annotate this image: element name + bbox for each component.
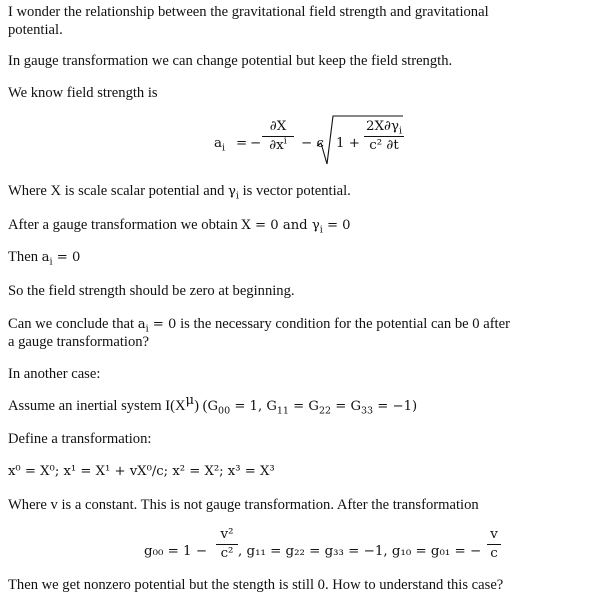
paragraph-then-a: Then $a_i = 0$	[8, 249, 81, 268]
paragraph-define-transformation: Define a transformation:	[8, 431, 152, 447]
paragraph-zero-beginning: So the field strength should be zero at beginning.	[8, 283, 295, 299]
eq1-inner-one: 1 +	[336, 136, 360, 151]
eq1-lhs: $a_i$	[214, 136, 226, 154]
eq1-minus: −	[250, 136, 262, 151]
paragraph-conclude-line2: a gauge transformation?	[8, 334, 150, 350]
paragraph-where-x: Where X is scale scalar potential and $\gamma_i$ is vector potential.	[8, 183, 351, 202]
paragraph-gauge: In gauge transformation we can change potential but keep the field strength.	[8, 53, 453, 69]
eq1-fraction-1: ∂X $\partial x^i$	[262, 119, 294, 154]
eq3-fraction-2: v c	[487, 527, 501, 562]
eq1-equals: =	[236, 136, 248, 151]
equation-transformation: x⁰ = X⁰; x¹ = X¹ + vX⁰/c; x² = X²; x³ = X³	[8, 464, 275, 479]
eq3-fraction-1: v² c²	[216, 527, 238, 562]
eq1-minus-c: − c	[301, 136, 324, 151]
paragraph-conclude-line1: Can we conclude that $a_i = 0$ is the necessary condition for the potential can be 0 after	[8, 316, 510, 335]
paragraph-intro-line2: potential.	[8, 22, 63, 38]
paragraph-where-v: Where v is a constant. This is not gauge transformation. After the transformation	[8, 497, 479, 513]
paragraph-another-case: In another case:	[8, 366, 101, 382]
eq1-fraction-2: $2X\partial\gamma_i$ c² ∂t	[365, 119, 403, 153]
paragraph-after-gauge: After a gauge transformation we obtain X = 0 and $\gamma_i = 0$	[8, 217, 351, 236]
paragraph-intro-line1: I wonder the relationship between the gravitational field strength and gravitational	[8, 4, 489, 20]
eq3-middle: , g₁₁ = g₂₂ = g₃₃ = −1, g₁₀ = g₀₁ = −	[238, 544, 482, 559]
eq3-g00: g₀₀ = 1 −	[144, 544, 208, 559]
paragraph-conclusion: Then we get nonzero potential but the stength is still 0. How to understand this case?	[8, 577, 504, 593]
paragraph-field-strength: We know field strength is	[8, 85, 158, 101]
paragraph-inertial-system: Assume an inertial system $I(X^\mu) (G_{00} = 1$, $G_{11} = G_{22} = G_{33} = -1$)	[8, 393, 418, 417]
